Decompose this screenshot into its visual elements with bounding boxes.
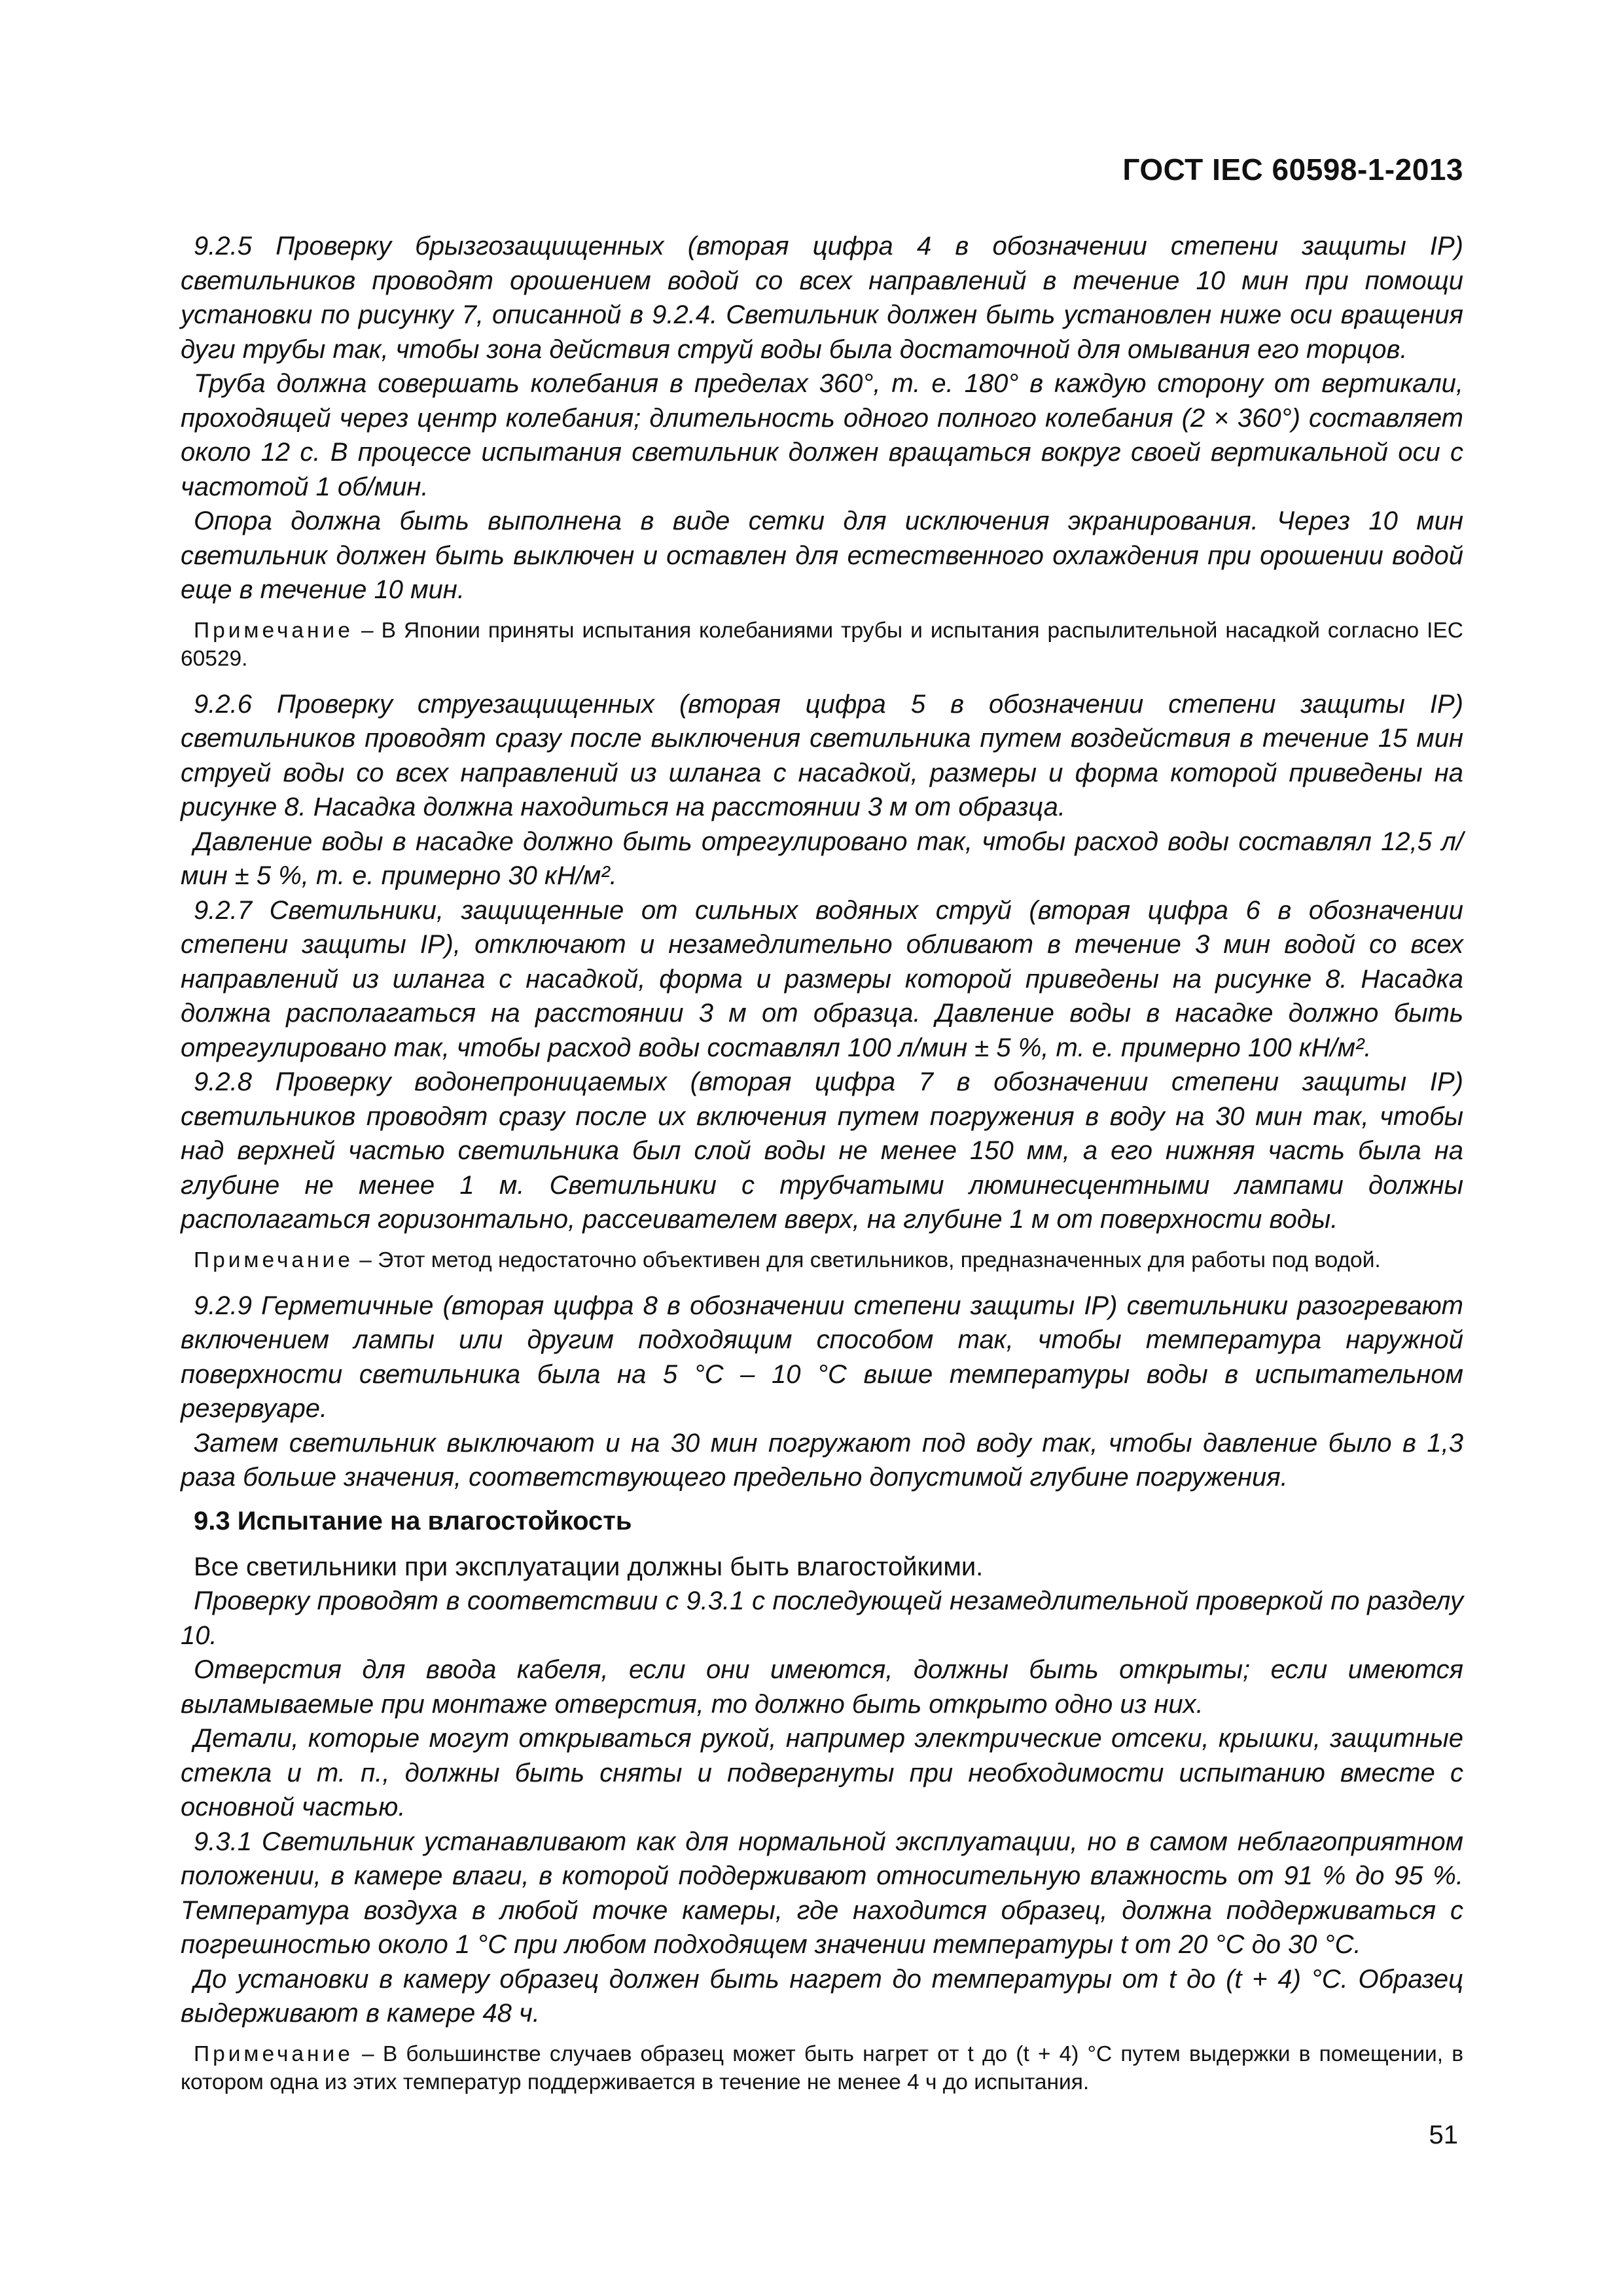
note-label: Примечание [194,1247,353,1272]
paragraph-preheat: До установки в камеру образец должен быть нагрет до температуры от t до (t + 4) °C. Образец выдерживают в камере 48 ч. [181,1964,1463,2028]
paragraph-support: Опора должна быть выполнена в виде сетки для исключения экранирования. Через 10 мин светильник должен быть выключен и оставлен для естественного охлаждения при орошении водой еще в течение 10 мин. [181,507,1463,604]
note-text: – Этот метод недостаточно объективен для светильников, предназначенных для работы под водой. [353,1247,1381,1272]
note-method [181,1246,1463,1274]
paragraph-9-3-1: 9.3.1 Светильник устанавливают как для нормальной эксплуатации, но в самом неблагоприятном положении, в камере влаги, в которой поддерживают относительную влажность от 91 % до 95 %. Температура воздуха в любой точке камеры, где находится образец, должна поддерживаться с погрешностью около 1 °C при любом подходящем значении температуры t от 20 °C до 30 °C. [181,1827,1463,1959]
note-text: – В Японии приняты испытания колебаниями трубы и испытания распылительной насадкой согласно IEC 60529. [181,618,1463,671]
paragraph-9-2-9: 9.2.9 Герметичные (вторая цифра 8 в обозначении степени защиты IP) светильники разогревают включением лампы или другим подходящим способом так, чтобы температура наружной поверхности светильника была на 5 °C – 10 °C выше температуры воды в испытательном резервуаре. [181,1291,1463,1423]
paragraph-check: Проверку проводят в соответствии с 9.3.1 с последующей незамедлительной проверкой по разделу 10. [181,1587,1463,1650]
paragraph-humidity-intro: Все светильники при эксплуатации должны быть влагостойкими. [194,1552,984,1581]
paragraph-9-2-6: 9.2.6 Проверку струезащищенных (вторая цифра 5 в обозначении степени защиты IP) светильников проводят сразу после выключения светильника путем воздействия в течение 15 мин струей воды со всех направлений из шланга с насадкой, размеры и форма которой приведены на рисунке 8. Насадка должна находиться на расстоянии 3 м от образца. [181,689,1463,821]
paragraph-9-2-8: 9.2.8 Проверку водонепроницаемых (вторая цифра 7 в обозначении степени защиты IP) светильников проводят сразу после их включения путем погружения в воду на 30 мин так, чтобы над верхней частью светильника был слой воды не менее 150 мм, а его нижняя часть была на глубине не менее 1 м. Светильники с трубчатыми люминесцентными лампами должны располагаться горизонтально, рассеивателем вверх, на глубине 1 м от поверхности воды. [181,1067,1463,1234]
note-temperature [181,2040,1463,2096]
note-label: Примечание [194,2041,353,2066]
page-number: 51 [1429,2121,1458,2149]
paragraph-cable-openings: Отверстия для ввода кабеля, если они имеются, должны быть открыты; если имеются выламываемые при монтаже отверстия, то должно быть открыто одно из них. [181,1655,1463,1719]
section-heading: 9.3 Испытание на влагостойкость [194,1506,632,1535]
document-body [181,229,1463,2111]
paragraph-immersion: Затем светильник выключают и на 30 мин погружают под воду так, чтобы давление было в 1,3 раза больше значения, соответствующего предельно допустимой глубине погружения. [181,1428,1463,1492]
note-text: – В большинстве случаев образец может быть нагрет от t до (t + 4) °C путем выдержки в помещении, в котором одна из этих температур поддерживается в течение не менее 4 ч до испытания. [181,2041,1463,2094]
note-label: Примечание [194,618,353,643]
paragraph-parts: Детали, которые могут открываться рукой, например электрические отсеки, крышки, защитные стекла и т. п., должны быть сняты и подвергнуты при необходимости испытанию вместе с основной частью. [181,1724,1463,1821]
paragraph-nozzle-pressure: Давление воды в насадке должно быть отрегулировано так, чтобы расход воды составлял 12,5 л/мин ± 5 %, т. е. примерно 30 кН/м². [181,827,1463,890]
document-header: ГОСТ IEC 60598-1-2013 [1122,152,1463,187]
note-japan [181,617,1463,673]
paragraph-9-2-7: 9.2.7 Светильники, защищенные от сильных водяных струй (вторая цифра 6 в обозначении степени защиты IP), отключают и незамедлительно обливают в течение 3 мин водой со всех направлений из шланга с насадкой, форма и размеры которой приведены на рисунке 8. Насадка должна располагаться на расстоянии 3 м от образца. Давление воды в насадке должно быть отрегулировано так, чтобы расход воды составлял 100 л/мин ± 5 %, т. е. примерно 100 кН/м². [181,895,1463,1062]
paragraph-9-2-5: 9.2.5 Проверку брызгозащищенных (вторая цифра 4 в обозначении степени защиты IP) светильников проводят орошением водой со всех направлений в течение 10 мин при помощи установки по рисунку 7, описанной в 9.2.4. Светильник должен быть установлен ниже оси вращения дуги трубы так, чтобы зона действия струй воды была достаточной для омывания его торцов. [181,232,1463,364]
paragraph-oscillation: Труба должна совершать колебания в пределах 360°, т. е. 180° в каждую сторону от вертикали, проходящей через центр колебания; длительность одного полного колебания (2 × 360°) составляет около 12 с. В процессе испытания светильник должен вращаться вокруг своей вертикальной оси с частотой 1 об/мин. [181,369,1463,501]
